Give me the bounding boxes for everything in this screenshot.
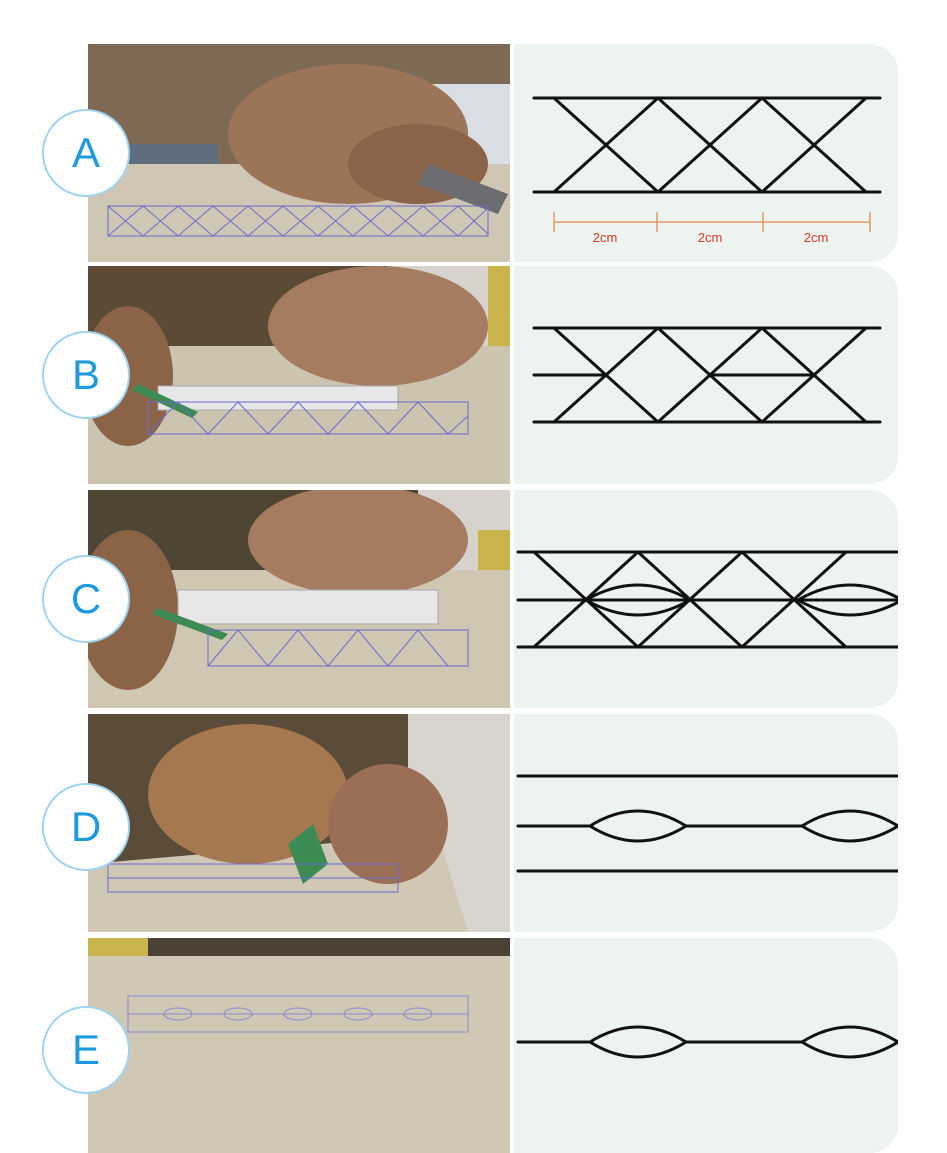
step-c-diagram (514, 490, 898, 708)
step-e-letter: E (71, 1026, 100, 1073)
step-a-photo (88, 44, 510, 262)
step-d-photo (88, 714, 510, 932)
step-d-diagram (514, 714, 898, 932)
measure-ruler (554, 212, 870, 232)
step-b-letter: B (71, 351, 100, 398)
step-b-badge (42, 331, 130, 419)
step-c-photo (88, 490, 510, 708)
step-b-photo (88, 266, 510, 484)
step-row-c (0, 490, 947, 708)
step-b-diagram (514, 266, 898, 484)
step-row-d (0, 714, 947, 932)
step-a-letter: A (71, 129, 100, 176)
step-e-photo (88, 938, 510, 1153)
step-d-letter: D (70, 803, 102, 850)
step-d-badge (42, 783, 130, 871)
step-row-a (0, 44, 947, 262)
step-row-b (0, 266, 947, 484)
step-a-diagram (514, 44, 898, 262)
step-e-badge (42, 1006, 130, 1094)
step-row-e (0, 938, 947, 1153)
step-c-badge (42, 555, 130, 643)
step-a-badge (42, 109, 130, 197)
measure-label-3: 2cm (803, 230, 829, 245)
step-e-diagram (514, 938, 898, 1153)
step-c-letter: C (70, 575, 102, 622)
measure-label-2: 2cm (697, 230, 723, 245)
measure-label-1: 2cm (592, 230, 618, 245)
